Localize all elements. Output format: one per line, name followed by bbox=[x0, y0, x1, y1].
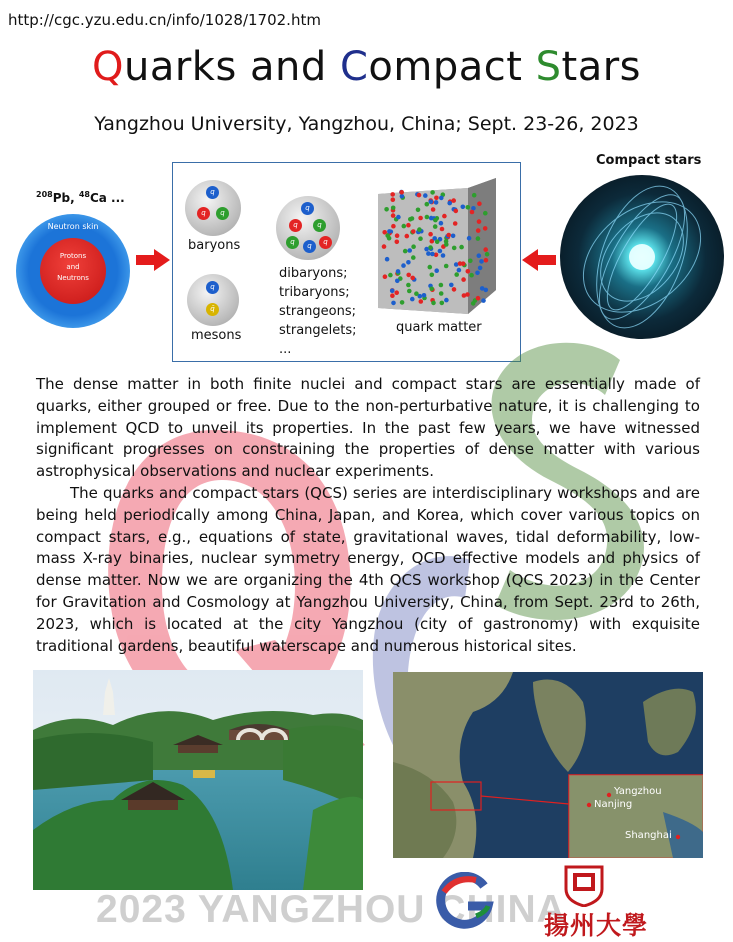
quark-particle bbox=[391, 213, 396, 218]
pn-line-3: Neutrons bbox=[57, 274, 89, 282]
quark-particle bbox=[430, 252, 435, 257]
quark-particle bbox=[483, 247, 488, 252]
page-title bbox=[0, 44, 733, 90]
quark-particle bbox=[401, 263, 406, 268]
quark-particle bbox=[439, 283, 444, 288]
quark-particle bbox=[414, 291, 419, 296]
quark-particle bbox=[440, 301, 445, 306]
quark-particle bbox=[457, 268, 462, 273]
nucleus-label bbox=[36, 190, 125, 205]
quark-particle bbox=[469, 273, 474, 278]
quark-particle bbox=[449, 283, 454, 288]
yangzhou-lake-photo bbox=[33, 670, 363, 890]
quark-particle bbox=[391, 197, 396, 202]
quark-particle bbox=[439, 291, 444, 296]
meson-icon bbox=[187, 274, 239, 326]
quark-particle bbox=[483, 211, 488, 216]
quark-dot: q bbox=[319, 236, 332, 249]
pb-mass-number: 208 bbox=[36, 190, 53, 199]
quark-particle bbox=[444, 264, 449, 269]
multiquark-item: ... bbox=[279, 342, 292, 357]
quark-particle bbox=[434, 196, 439, 201]
quark-particle bbox=[434, 268, 439, 273]
quark-particle bbox=[453, 221, 458, 226]
g-logo-icon bbox=[436, 872, 494, 930]
quark-particle bbox=[484, 288, 489, 293]
quark-dot: q bbox=[197, 207, 210, 220]
quark-particle bbox=[439, 221, 444, 226]
arrow-left-icon bbox=[522, 249, 556, 271]
quark-particle bbox=[468, 259, 473, 264]
quark-particle bbox=[391, 224, 396, 229]
quark-dot: q bbox=[206, 281, 219, 294]
pb-symbol: Pb, bbox=[52, 191, 79, 205]
quark-particle bbox=[411, 244, 416, 249]
quark-particle bbox=[390, 288, 395, 293]
quark-particle bbox=[441, 253, 446, 258]
quark-particle bbox=[396, 269, 401, 274]
source-url: http://cgc.yzu.edu.cn/info/1028/1702.htm bbox=[8, 11, 321, 29]
multiquark-item: strangelets; bbox=[279, 323, 357, 338]
quark-particle bbox=[451, 234, 456, 239]
quark-particle bbox=[438, 249, 443, 254]
protons-neutrons-label bbox=[40, 251, 106, 284]
quark-particle bbox=[402, 224, 407, 229]
quark-particle bbox=[431, 207, 436, 212]
quark-particle bbox=[428, 232, 433, 237]
quark-particle bbox=[395, 233, 400, 238]
quark-particle bbox=[411, 229, 416, 234]
title-part-3: tars bbox=[561, 44, 642, 90]
quark-particle bbox=[425, 202, 430, 207]
quark-dot: q bbox=[303, 240, 316, 253]
quark-particle bbox=[484, 258, 489, 263]
quark-particle bbox=[434, 200, 439, 205]
quark-dot: q bbox=[206, 186, 219, 199]
quark-matter-label: quark matter bbox=[396, 320, 482, 335]
map-label-nanjing: Nanjing bbox=[594, 799, 633, 810]
title-letter-q: Q bbox=[91, 44, 124, 90]
quark-particle bbox=[406, 273, 411, 278]
ca-symbol: Ca ... bbox=[89, 191, 125, 205]
quark-particle bbox=[454, 209, 459, 214]
quark-particle bbox=[391, 206, 396, 211]
title-part-1: uarks and bbox=[123, 44, 340, 90]
quark-particle bbox=[429, 287, 434, 292]
mesons-label: mesons bbox=[191, 328, 242, 343]
quark-particle bbox=[458, 261, 463, 266]
quark-particle bbox=[467, 236, 472, 241]
quark-particle bbox=[466, 269, 471, 274]
quark-matter-cube bbox=[378, 178, 496, 314]
quark-particle bbox=[399, 190, 404, 195]
quark-particle bbox=[440, 227, 445, 232]
quark-particle bbox=[471, 301, 476, 306]
quark-particle bbox=[466, 205, 471, 210]
pn-line-2: and bbox=[66, 263, 80, 271]
quark-particle bbox=[406, 223, 411, 228]
lake-scene bbox=[33, 670, 363, 890]
multiquark-item: tribaryons; bbox=[279, 285, 350, 300]
quark-particle bbox=[394, 290, 399, 295]
quark-particle bbox=[426, 251, 431, 256]
quark-particle bbox=[405, 234, 410, 239]
quark-particle bbox=[435, 239, 440, 244]
quark-particle bbox=[477, 201, 482, 206]
quark-particle bbox=[447, 201, 452, 206]
quark-particle bbox=[424, 247, 429, 252]
quark-particle bbox=[419, 299, 424, 304]
quark-particle bbox=[431, 301, 436, 306]
neutron-skin-label: Neutron skin bbox=[47, 222, 99, 231]
dibaryon-icon bbox=[276, 196, 340, 260]
quark-particle bbox=[410, 276, 415, 281]
quark-particle bbox=[433, 218, 438, 223]
quark-particle bbox=[385, 257, 390, 262]
quark-particle bbox=[454, 272, 459, 277]
quark-particle bbox=[422, 293, 427, 298]
quark-particle bbox=[483, 226, 488, 231]
quark-dot: q bbox=[286, 236, 299, 249]
map-label-yangzhou: Yangzhou bbox=[614, 786, 662, 797]
quark-particle bbox=[418, 236, 423, 241]
quark-particle bbox=[430, 273, 435, 278]
multiquark-item: strangeons; bbox=[279, 304, 357, 319]
quark-particle bbox=[481, 298, 486, 303]
quark-particle bbox=[382, 244, 387, 249]
footer-banner: 2023 YANGZHOU CHINA bbox=[96, 888, 566, 931]
quark-particle bbox=[477, 219, 482, 224]
venue-dates: Yangzhou University, Yangzhou, China; Sept. 23-26, 2023 bbox=[94, 113, 639, 135]
baryon-icon bbox=[185, 180, 241, 236]
ca-mass-number: 48 bbox=[78, 190, 90, 199]
quark-particle bbox=[417, 227, 422, 232]
quark-particle bbox=[433, 224, 438, 229]
quark-particle bbox=[479, 259, 484, 264]
quark-particle bbox=[461, 205, 466, 210]
university-seal-icon bbox=[563, 863, 605, 907]
quark-particle bbox=[411, 255, 416, 260]
satellite-map bbox=[393, 672, 703, 858]
quark-particle bbox=[476, 236, 481, 241]
quark-particle bbox=[476, 228, 481, 233]
quark-particle bbox=[485, 252, 490, 257]
quark-particle bbox=[423, 193, 428, 198]
quark-particle bbox=[452, 287, 457, 292]
quark-particle bbox=[390, 293, 395, 298]
quark-particle bbox=[406, 283, 411, 288]
pn-line-1: Protons bbox=[59, 252, 87, 260]
quark-particle bbox=[385, 233, 390, 238]
quark-particle bbox=[477, 253, 482, 258]
quark-particle bbox=[406, 260, 411, 265]
quark-particle bbox=[384, 207, 389, 212]
quark-particle bbox=[476, 296, 481, 301]
antiquark-dot: q̄ bbox=[206, 303, 219, 316]
quark-particle bbox=[395, 279, 400, 284]
quark-particle bbox=[462, 293, 467, 298]
quark-particle bbox=[459, 245, 464, 250]
multiquark-list bbox=[279, 264, 357, 359]
quark-particle bbox=[383, 274, 388, 279]
quark-particle bbox=[410, 297, 415, 302]
quark-particle bbox=[428, 265, 433, 270]
quark-particle bbox=[429, 199, 434, 204]
quark-particle bbox=[446, 233, 451, 238]
quark-particle bbox=[390, 192, 395, 197]
quark-particle bbox=[452, 246, 457, 251]
arrow-right-icon bbox=[136, 249, 170, 271]
quark-particle bbox=[439, 196, 444, 201]
quark-particle bbox=[396, 215, 401, 220]
neutron-star-image bbox=[560, 175, 724, 339]
quark-dot: q bbox=[301, 202, 314, 215]
quark-particle bbox=[403, 249, 408, 254]
magnetic-field-lines bbox=[560, 175, 724, 339]
quark-particle bbox=[475, 271, 480, 276]
university-name: 揚州大學 bbox=[544, 911, 649, 940]
quark-particle bbox=[444, 298, 449, 303]
quark-particle bbox=[407, 248, 412, 253]
description-text bbox=[36, 374, 700, 657]
quark-particle bbox=[430, 190, 435, 195]
quark-particle bbox=[472, 193, 477, 198]
paragraph-1: The dense matter in both finite nuclei and compact stars are essentially made of quarks, either grouped or free. Due to the non-perturbative nature, it is challenging to implement QCD to unveil its properties. In the past few years, we have witnessed significant progresses on constraining the properties of dense matter with various astrophysical observations and nuclear experiments. bbox=[36, 375, 700, 481]
quark-particle bbox=[388, 273, 393, 278]
quark-particle bbox=[416, 208, 421, 213]
quark-particle bbox=[425, 215, 430, 220]
multiquark-item: dibaryons; bbox=[279, 266, 348, 281]
quark-particle bbox=[408, 217, 413, 222]
title-letter-s: S bbox=[535, 44, 562, 90]
paragraph-2: The quarks and compact stars (QCS) series are interdisciplinary workshops and are being held periodically among China, Japan, and Korea, which cover various topics on compact stars, e.g., equations of state, gravitational waves, tidal deformability, low-mass X-ray binaries, nuclear symmetry energy, QCD effective models and physics of dense matter. Now we are organizing the 4th QCS workshop (QCS 2023) in the Center for Gravitation and Cosmology at Yangzhou University, China, from Sept. 23rd to 26th, 2023, which is located at the city Yangzhou (city of gastronomy) with exquisite traditional gardens, beautiful waterscape and numerous historical sites. bbox=[36, 483, 700, 655]
quark-particle bbox=[470, 210, 475, 215]
quark-particle bbox=[461, 277, 466, 282]
quark-particle bbox=[407, 289, 412, 294]
quark-particle bbox=[395, 240, 400, 245]
quark-particle bbox=[418, 216, 423, 221]
quark-particle bbox=[400, 300, 405, 305]
quark-particle bbox=[442, 214, 447, 219]
quark-particle bbox=[454, 262, 459, 267]
title-part-2: ompact bbox=[368, 44, 536, 90]
quark-dot: q bbox=[313, 219, 326, 232]
compact-stars-label: Compact stars bbox=[596, 153, 702, 168]
quark-particle bbox=[391, 301, 396, 306]
quark-particle bbox=[478, 266, 483, 271]
title-letter-c: C bbox=[339, 44, 369, 90]
quark-particle bbox=[444, 242, 449, 247]
baryons-label: baryons bbox=[188, 238, 241, 253]
quark-dot: q bbox=[216, 207, 229, 220]
quark-particle bbox=[417, 193, 422, 198]
map-label-shanghai: Shanghai bbox=[625, 830, 672, 841]
quark-dot: q bbox=[289, 219, 302, 232]
quark-particle bbox=[387, 229, 392, 234]
